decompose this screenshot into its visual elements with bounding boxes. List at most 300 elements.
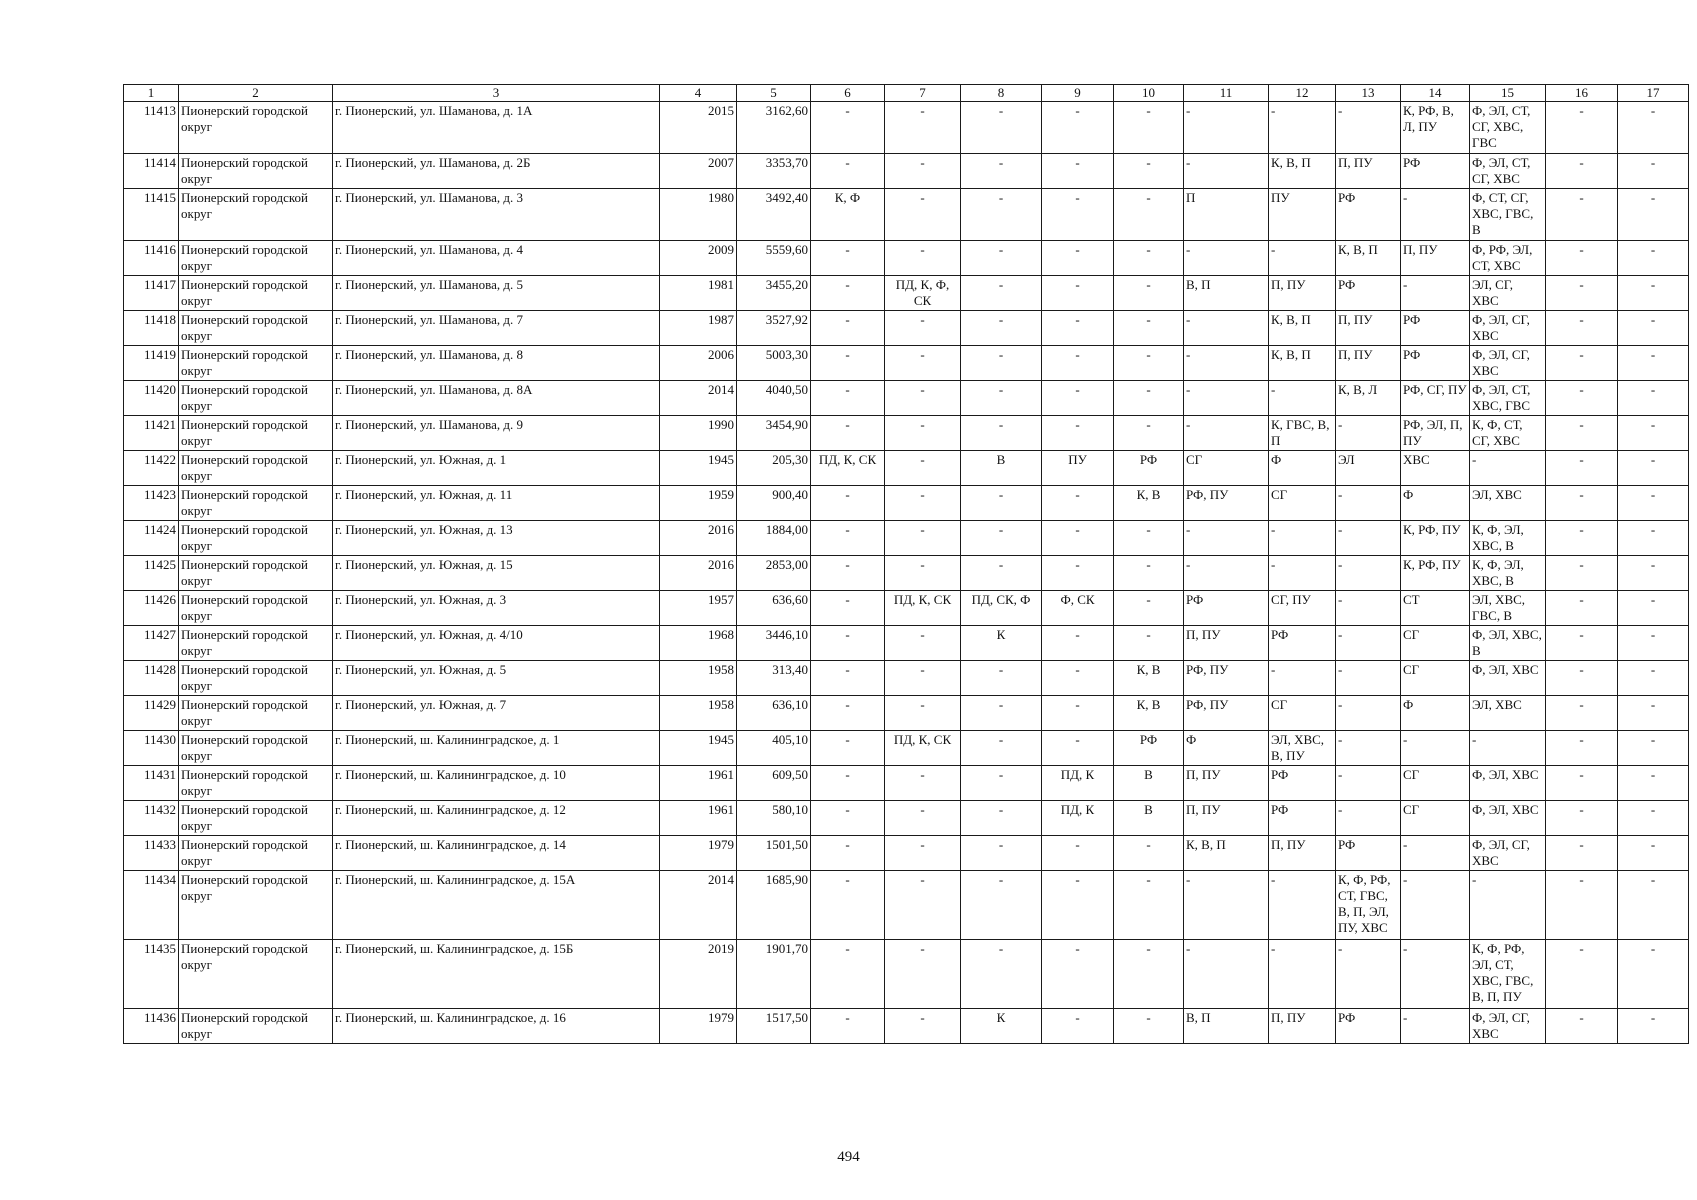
table-cell-col-15: Ф, ЭЛ, СТ, СГ, ХВС, ГВС xyxy=(1470,102,1546,154)
table-cell-col-14: СГ xyxy=(1401,801,1470,836)
table-cell-col-14: РФ, СГ, ПУ xyxy=(1401,381,1470,416)
table-cell-col-2: Пионерский городской округ xyxy=(179,311,333,346)
table-cell-col-11: П, ПУ xyxy=(1184,766,1269,801)
table-cell-col-6: ПД, К, СК xyxy=(811,451,885,486)
table-cell-col-7: - xyxy=(885,189,961,241)
table-cell-col-6: - xyxy=(811,591,885,626)
table-cell-col-12: - xyxy=(1269,241,1336,276)
table-cell-col-6: - xyxy=(811,416,885,451)
table-cell-col-15: К, Ф, СТ, СГ, ХВС xyxy=(1470,416,1546,451)
table-cell-col-2: Пионерский городской округ xyxy=(179,591,333,626)
table-cell-col-10: - xyxy=(1114,626,1184,661)
table-cell-col-3: г. Пионерский, ул. Южная, д. 3 xyxy=(333,591,660,626)
table-cell-col-4: 1945 xyxy=(660,451,737,486)
table-cell-col-10: - xyxy=(1114,311,1184,346)
table-cell-col-11: К, В, П xyxy=(1184,836,1269,871)
table-cell-col-11: - xyxy=(1184,416,1269,451)
table-cell-col-7: ПД, К, Ф, СК xyxy=(885,276,961,311)
table-cell-col-13: - xyxy=(1336,591,1401,626)
table-cell-col-15: - xyxy=(1470,451,1546,486)
table-cell-col-9: - xyxy=(1042,521,1114,556)
table-cell-col-6: - xyxy=(811,346,885,381)
table-cell-col-4: 1990 xyxy=(660,416,737,451)
table-cell-col-16: - xyxy=(1546,591,1618,626)
table-cell-col-6: - xyxy=(811,940,885,1009)
table-cell-col-6: - xyxy=(811,102,885,154)
table-cell-col-1: 11426 xyxy=(124,591,179,626)
table-cell-col-17: - xyxy=(1618,102,1689,154)
table-row xyxy=(124,731,1689,766)
table-cell-col-1: 11435 xyxy=(124,940,179,1009)
table-cell-col-13: - xyxy=(1336,696,1401,731)
table-cell-col-8: - xyxy=(961,731,1042,766)
table-cell-col-1: 11421 xyxy=(124,416,179,451)
table-cell-col-7: - xyxy=(885,556,961,591)
table-cell-col-9: - xyxy=(1042,416,1114,451)
table-cell-col-13: П, ПУ xyxy=(1336,154,1401,189)
table-cell-col-15: ЭЛ, ХВС xyxy=(1470,486,1546,521)
table-cell-col-11: - xyxy=(1184,940,1269,1009)
table-cell-col-3: г. Пионерский, ул. Шаманова, д. 4 xyxy=(333,241,660,276)
table-cell-col-8: - xyxy=(961,836,1042,871)
table-cell-col-6: - xyxy=(811,276,885,311)
table-cell-col-10: - xyxy=(1114,189,1184,241)
table-cell-col-15: Ф, СТ, СГ, ХВС, ГВС, В xyxy=(1470,189,1546,241)
table-cell-col-15: Ф, ЭЛ, ХВС xyxy=(1470,801,1546,836)
table-cell-col-10: - xyxy=(1114,276,1184,311)
table-cell-col-1: 11428 xyxy=(124,661,179,696)
table-cell-col-10: РФ xyxy=(1114,731,1184,766)
header-row xyxy=(124,85,1689,102)
table-cell-col-7: - xyxy=(885,241,961,276)
table-cell-col-10: К, В xyxy=(1114,696,1184,731)
table-cell-col-17: - xyxy=(1618,311,1689,346)
table-cell-col-17: - xyxy=(1618,381,1689,416)
table-cell-col-16: - xyxy=(1546,731,1618,766)
table-cell-col-7: - xyxy=(885,416,961,451)
table-cell-col-5: 3527,92 xyxy=(737,311,811,346)
table-cell-col-16: - xyxy=(1546,189,1618,241)
table-cell-col-16: - xyxy=(1546,626,1618,661)
table-cell-col-3: г. Пионерский, ул. Южная, д. 7 xyxy=(333,696,660,731)
column-header-14: 14 xyxy=(1401,85,1470,102)
table-cell-col-10: - xyxy=(1114,591,1184,626)
table-cell-col-4: 1968 xyxy=(660,626,737,661)
table-cell-col-2: Пионерский городской округ xyxy=(179,731,333,766)
table-cell-col-1: 11415 xyxy=(124,189,179,241)
table-cell-col-16: - xyxy=(1546,102,1618,154)
table-row xyxy=(124,766,1689,801)
table-cell-col-10: В xyxy=(1114,766,1184,801)
column-header-9: 9 xyxy=(1042,85,1114,102)
table-row xyxy=(124,940,1689,1009)
table-cell-col-12: - xyxy=(1269,381,1336,416)
table-cell-col-4: 2014 xyxy=(660,381,737,416)
table-cell-col-17: - xyxy=(1618,486,1689,521)
table-cell-col-2: Пионерский городской округ xyxy=(179,346,333,381)
table-cell-col-7: ПД, К, СК xyxy=(885,591,961,626)
table-cell-col-16: - xyxy=(1546,556,1618,591)
table-row xyxy=(124,626,1689,661)
table-cell-col-16: - xyxy=(1546,1009,1618,1044)
table-cell-col-2: Пионерский городской округ xyxy=(179,521,333,556)
table-cell-col-10: - xyxy=(1114,836,1184,871)
table-row xyxy=(124,556,1689,591)
table-row xyxy=(124,416,1689,451)
table-cell-col-15: ЭЛ, ХВС xyxy=(1470,696,1546,731)
table-cell-col-5: 4040,50 xyxy=(737,381,811,416)
table-cell-col-11: РФ, ПУ xyxy=(1184,486,1269,521)
table-cell-col-17: - xyxy=(1618,696,1689,731)
table-cell-col-12: РФ xyxy=(1269,626,1336,661)
table-cell-col-11: - xyxy=(1184,381,1269,416)
table-row xyxy=(124,241,1689,276)
table-cell-col-8: - xyxy=(961,381,1042,416)
table-cell-col-17: - xyxy=(1618,189,1689,241)
table-cell-col-3: г. Пионерский, ш. Калининградское, д. 14 xyxy=(333,836,660,871)
table-cell-col-8: - xyxy=(961,311,1042,346)
table-cell-col-1: 11416 xyxy=(124,241,179,276)
table-cell-col-3: г. Пионерский, ул. Шаманова, д. 2Б xyxy=(333,154,660,189)
table-row xyxy=(124,661,1689,696)
table-cell-col-4: 1959 xyxy=(660,486,737,521)
table-cell-col-15: Ф, ЭЛ, ХВС xyxy=(1470,766,1546,801)
table-cell-col-7: - xyxy=(885,311,961,346)
table-cell-col-1: 11423 xyxy=(124,486,179,521)
table-row xyxy=(124,521,1689,556)
table-cell-col-10: - xyxy=(1114,871,1184,940)
table-cell-col-2: Пионерский городской округ xyxy=(179,486,333,521)
table-cell-col-3: г. Пионерский, ул. Шаманова, д. 7 xyxy=(333,311,660,346)
table-cell-col-16: - xyxy=(1546,311,1618,346)
table-cell-col-17: - xyxy=(1618,556,1689,591)
table-cell-col-13: К, Ф, РФ, СТ, ГВС, В, П, ЭЛ, ПУ, ХВС xyxy=(1336,871,1401,940)
table-cell-col-5: 3455,20 xyxy=(737,276,811,311)
table-cell-col-5: 3162,60 xyxy=(737,102,811,154)
table-cell-col-14: РФ xyxy=(1401,311,1470,346)
table-cell-col-1: 11427 xyxy=(124,626,179,661)
table-cell-col-4: 2016 xyxy=(660,521,737,556)
table-cell-col-2: Пионерский городской округ xyxy=(179,451,333,486)
table-cell-col-11: В, П xyxy=(1184,1009,1269,1044)
table-cell-col-4: 1980 xyxy=(660,189,737,241)
table-cell-col-1: 11432 xyxy=(124,801,179,836)
table-cell-col-11: - xyxy=(1184,346,1269,381)
table-cell-col-17: - xyxy=(1618,521,1689,556)
table-cell-col-17: - xyxy=(1618,154,1689,189)
table-cell-col-10: - xyxy=(1114,1009,1184,1044)
table-cell-col-7: - xyxy=(885,626,961,661)
table-cell-col-12: П, ПУ xyxy=(1269,1009,1336,1044)
table-cell-col-11: - xyxy=(1184,871,1269,940)
table-cell-col-13: - xyxy=(1336,556,1401,591)
table-cell-col-12: - xyxy=(1269,102,1336,154)
table-cell-col-15: К, Ф, ЭЛ, ХВС, В xyxy=(1470,556,1546,591)
table-cell-col-17: - xyxy=(1618,766,1689,801)
table-cell-col-3: г. Пионерский, ул. Южная, д. 13 xyxy=(333,521,660,556)
table-cell-col-4: 1957 xyxy=(660,591,737,626)
table-cell-col-3: г. Пионерский, ул. Шаманова, д. 8 xyxy=(333,346,660,381)
table-cell-col-16: - xyxy=(1546,416,1618,451)
table-cell-col-2: Пионерский городской округ xyxy=(179,766,333,801)
table-cell-col-8: - xyxy=(961,661,1042,696)
table-cell-col-1: 11414 xyxy=(124,154,179,189)
table-cell-col-9: - xyxy=(1042,556,1114,591)
table-cell-col-15: Ф, ЭЛ, СГ, ХВС xyxy=(1470,311,1546,346)
table-cell-col-15: Ф, ЭЛ, ХВС xyxy=(1470,661,1546,696)
table-cell-col-9: - xyxy=(1042,731,1114,766)
table-cell-col-3: г. Пионерский, ул. Шаманова, д. 9 xyxy=(333,416,660,451)
table-body xyxy=(124,102,1689,1044)
table-cell-col-13: - xyxy=(1336,626,1401,661)
table-cell-col-5: 1901,70 xyxy=(737,940,811,1009)
table-cell-col-9: - xyxy=(1042,311,1114,346)
table-cell-col-9: ПУ xyxy=(1042,451,1114,486)
table-cell-col-11: - xyxy=(1184,154,1269,189)
table-cell-col-4: 1979 xyxy=(660,836,737,871)
table-cell-col-9: - xyxy=(1042,102,1114,154)
table-cell-col-15: Ф, ЭЛ, СГ, ХВС xyxy=(1470,346,1546,381)
table-row xyxy=(124,189,1689,241)
table-cell-col-14: - xyxy=(1401,1009,1470,1044)
table-cell-col-16: - xyxy=(1546,241,1618,276)
table-cell-col-5: 3454,90 xyxy=(737,416,811,451)
table-cell-col-5: 3492,40 xyxy=(737,189,811,241)
table-cell-col-16: - xyxy=(1546,276,1618,311)
table-cell-col-7: - xyxy=(885,486,961,521)
table-cell-col-1: 11420 xyxy=(124,381,179,416)
table-cell-col-3: г. Пионерский, ш. Калининградское, д. 10 xyxy=(333,766,660,801)
table-cell-col-10: - xyxy=(1114,241,1184,276)
table-cell-col-17: - xyxy=(1618,801,1689,836)
table-cell-col-10: В xyxy=(1114,801,1184,836)
table-cell-col-5: 609,50 xyxy=(737,766,811,801)
table-cell-col-6: - xyxy=(811,766,885,801)
table-cell-col-9: - xyxy=(1042,189,1114,241)
table-cell-col-14: Ф xyxy=(1401,696,1470,731)
column-header-4: 4 xyxy=(660,85,737,102)
table-cell-col-15: - xyxy=(1470,871,1546,940)
table-cell-col-11: П xyxy=(1184,189,1269,241)
table-cell-col-7: - xyxy=(885,381,961,416)
table-cell-col-1: 11418 xyxy=(124,311,179,346)
table-cell-col-9: ПД, К xyxy=(1042,801,1114,836)
table-cell-col-9: Ф, СК xyxy=(1042,591,1114,626)
table-cell-col-6: К, Ф xyxy=(811,189,885,241)
table-cell-col-15: ЭЛ, СГ, ХВС xyxy=(1470,276,1546,311)
table-cell-col-9: - xyxy=(1042,276,1114,311)
table-cell-col-8: - xyxy=(961,696,1042,731)
table-cell-col-11: РФ, ПУ xyxy=(1184,661,1269,696)
table-cell-col-15: Ф, ЭЛ, СТ, СГ, ХВС xyxy=(1470,154,1546,189)
table-cell-col-15: Ф, ЭЛ, ХВС, В xyxy=(1470,626,1546,661)
table-cell-col-12: РФ xyxy=(1269,801,1336,836)
table-cell-col-8: - xyxy=(961,766,1042,801)
table-cell-col-12: ЭЛ, ХВС, В, ПУ xyxy=(1269,731,1336,766)
table-cell-col-9: - xyxy=(1042,381,1114,416)
table-cell-col-2: Пионерский городской округ xyxy=(179,276,333,311)
table-cell-col-10: К, В xyxy=(1114,661,1184,696)
table-cell-col-12: П, ПУ xyxy=(1269,276,1336,311)
column-header-17: 17 xyxy=(1618,85,1689,102)
table-cell-col-12: - xyxy=(1269,556,1336,591)
table-cell-col-12: П, ПУ xyxy=(1269,836,1336,871)
table-cell-col-13: П, ПУ xyxy=(1336,346,1401,381)
table-cell-col-14: К, РФ, В, Л, ПУ xyxy=(1401,102,1470,154)
table-cell-col-10: - xyxy=(1114,940,1184,1009)
table-cell-col-13: К, В, П xyxy=(1336,241,1401,276)
table-cell-col-13: - xyxy=(1336,766,1401,801)
column-header-1: 1 xyxy=(124,85,179,102)
table-cell-col-17: - xyxy=(1618,731,1689,766)
table-cell-col-14: Ф xyxy=(1401,486,1470,521)
table-cell-col-15: Ф, ЭЛ, СГ, ХВС xyxy=(1470,1009,1546,1044)
table-cell-col-10: - xyxy=(1114,381,1184,416)
table-cell-col-12: ПУ xyxy=(1269,189,1336,241)
table-cell-col-17: - xyxy=(1618,836,1689,871)
table-cell-col-16: - xyxy=(1546,940,1618,1009)
table-cell-col-5: 313,40 xyxy=(737,661,811,696)
table-cell-col-6: - xyxy=(811,801,885,836)
table-cell-col-8: К xyxy=(961,1009,1042,1044)
table-cell-col-14: - xyxy=(1401,871,1470,940)
table-cell-col-14: СГ xyxy=(1401,661,1470,696)
table-cell-col-16: - xyxy=(1546,836,1618,871)
table-cell-col-8: - xyxy=(961,346,1042,381)
table-cell-col-3: г. Пионерский, ул. Южная, д. 4/10 xyxy=(333,626,660,661)
table-cell-col-15: - xyxy=(1470,731,1546,766)
table-cell-col-3: г. Пионерский, ул. Шаманова, д. 5 xyxy=(333,276,660,311)
table-cell-col-6: - xyxy=(811,696,885,731)
table-cell-col-7: - xyxy=(885,801,961,836)
table-cell-col-3: г. Пионерский, ул. Южная, д. 5 xyxy=(333,661,660,696)
table-cell-col-14: - xyxy=(1401,940,1470,1009)
table-row xyxy=(124,591,1689,626)
table-cell-col-1: 11419 xyxy=(124,346,179,381)
table-cell-col-2: Пионерский городской округ xyxy=(179,871,333,940)
table-cell-col-7: - xyxy=(885,346,961,381)
table-cell-col-6: - xyxy=(811,311,885,346)
table-cell-col-1: 11429 xyxy=(124,696,179,731)
table-cell-col-13: РФ xyxy=(1336,276,1401,311)
page-number: 494 xyxy=(837,1149,860,1165)
column-header-10: 10 xyxy=(1114,85,1184,102)
table-cell-col-13: - xyxy=(1336,486,1401,521)
table-cell-col-16: - xyxy=(1546,871,1618,940)
table-cell-col-3: г. Пионерский, ул. Южная, д. 15 xyxy=(333,556,660,591)
table-cell-col-6: - xyxy=(811,556,885,591)
table-cell-col-17: - xyxy=(1618,451,1689,486)
table-cell-col-3: г. Пионерский, ул. Шаманова, д. 3 xyxy=(333,189,660,241)
table-cell-col-16: - xyxy=(1546,801,1618,836)
table-cell-col-4: 2009 xyxy=(660,241,737,276)
table-cell-col-2: Пионерский городской округ xyxy=(179,940,333,1009)
table-cell-col-4: 1987 xyxy=(660,311,737,346)
table-cell-col-5: 5003,30 xyxy=(737,346,811,381)
table-cell-col-17: - xyxy=(1618,1009,1689,1044)
table-cell-col-10: РФ xyxy=(1114,451,1184,486)
table-cell-col-8: - xyxy=(961,102,1042,154)
table-cell-col-2: Пионерский городской округ xyxy=(179,416,333,451)
table-cell-col-8: - xyxy=(961,416,1042,451)
table-cell-col-14: - xyxy=(1401,189,1470,241)
table-cell-col-14: ХВС xyxy=(1401,451,1470,486)
table-row xyxy=(124,451,1689,486)
table-cell-col-9: - xyxy=(1042,661,1114,696)
table-cell-col-5: 205,30 xyxy=(737,451,811,486)
table-cell-col-1: 11434 xyxy=(124,871,179,940)
table-cell-col-16: - xyxy=(1546,346,1618,381)
table-cell-col-12: Ф xyxy=(1269,451,1336,486)
table-cell-col-8: ПД, СК, Ф xyxy=(961,591,1042,626)
table-cell-col-7: - xyxy=(885,766,961,801)
table-cell-col-4: 1961 xyxy=(660,801,737,836)
table-cell-col-9: - xyxy=(1042,626,1114,661)
column-header-11: 11 xyxy=(1184,85,1269,102)
table-cell-col-12: К, В, П xyxy=(1269,154,1336,189)
table-row xyxy=(124,102,1689,154)
column-header-5: 5 xyxy=(737,85,811,102)
register-table xyxy=(123,84,1689,1044)
table-cell-col-2: Пионерский городской округ xyxy=(179,801,333,836)
table-cell-col-13: РФ xyxy=(1336,1009,1401,1044)
table-cell-col-7: ПД, К, СК xyxy=(885,731,961,766)
table-cell-col-2: Пионерский городской округ xyxy=(179,102,333,154)
table-cell-col-17: - xyxy=(1618,661,1689,696)
table-cell-col-17: - xyxy=(1618,626,1689,661)
table-cell-col-15: К, Ф, ЭЛ, ХВС, В xyxy=(1470,521,1546,556)
table-cell-col-12: СГ xyxy=(1269,486,1336,521)
table-cell-col-4: 1961 xyxy=(660,766,737,801)
table-cell-col-12: СГ, ПУ xyxy=(1269,591,1336,626)
table-cell-col-14: СГ xyxy=(1401,766,1470,801)
table-cell-col-10: - xyxy=(1114,346,1184,381)
table-cell-col-16: - xyxy=(1546,486,1618,521)
table-cell-col-7: - xyxy=(885,696,961,731)
table-cell-col-14: РФ xyxy=(1401,154,1470,189)
table-cell-col-5: 900,40 xyxy=(737,486,811,521)
table-cell-col-3: г. Пионерский, ш. Калининградское, д. 16 xyxy=(333,1009,660,1044)
table-cell-col-6: - xyxy=(811,626,885,661)
table-row xyxy=(124,346,1689,381)
table-cell-col-8: - xyxy=(961,521,1042,556)
table-cell-col-8: - xyxy=(961,940,1042,1009)
column-header-16: 16 xyxy=(1546,85,1618,102)
table-cell-col-16: - xyxy=(1546,661,1618,696)
table-cell-col-16: - xyxy=(1546,521,1618,556)
table-cell-col-5: 1884,00 xyxy=(737,521,811,556)
table-cell-col-1: 11431 xyxy=(124,766,179,801)
table-cell-col-14: К, РФ, ПУ xyxy=(1401,521,1470,556)
table-cell-col-15: Ф, РФ, ЭЛ, СТ, ХВС xyxy=(1470,241,1546,276)
table-cell-col-7: - xyxy=(885,661,961,696)
table-cell-col-3: г. Пионерский, ул. Южная, д. 11 xyxy=(333,486,660,521)
table-cell-col-14: СГ xyxy=(1401,626,1470,661)
table-cell-col-12: К, ГВС, В, П xyxy=(1269,416,1336,451)
table-cell-col-14: СТ xyxy=(1401,591,1470,626)
table-cell-col-15: Ф, ЭЛ, СГ, ХВС xyxy=(1470,836,1546,871)
table-cell-col-9: - xyxy=(1042,486,1114,521)
table-cell-col-7: - xyxy=(885,940,961,1009)
table-cell-col-7: - xyxy=(885,836,961,871)
column-header-12: 12 xyxy=(1269,85,1336,102)
table-cell-col-11: РФ xyxy=(1184,591,1269,626)
table-cell-col-14: - xyxy=(1401,836,1470,871)
table-cell-col-15: К, Ф, РФ, ЭЛ, СТ, ХВС, ГВС, В, П, ПУ xyxy=(1470,940,1546,1009)
table-cell-col-7: - xyxy=(885,521,961,556)
table-cell-col-3: г. Пионерский, ш. Калининградское, д. 1 xyxy=(333,731,660,766)
table-cell-col-10: - xyxy=(1114,102,1184,154)
